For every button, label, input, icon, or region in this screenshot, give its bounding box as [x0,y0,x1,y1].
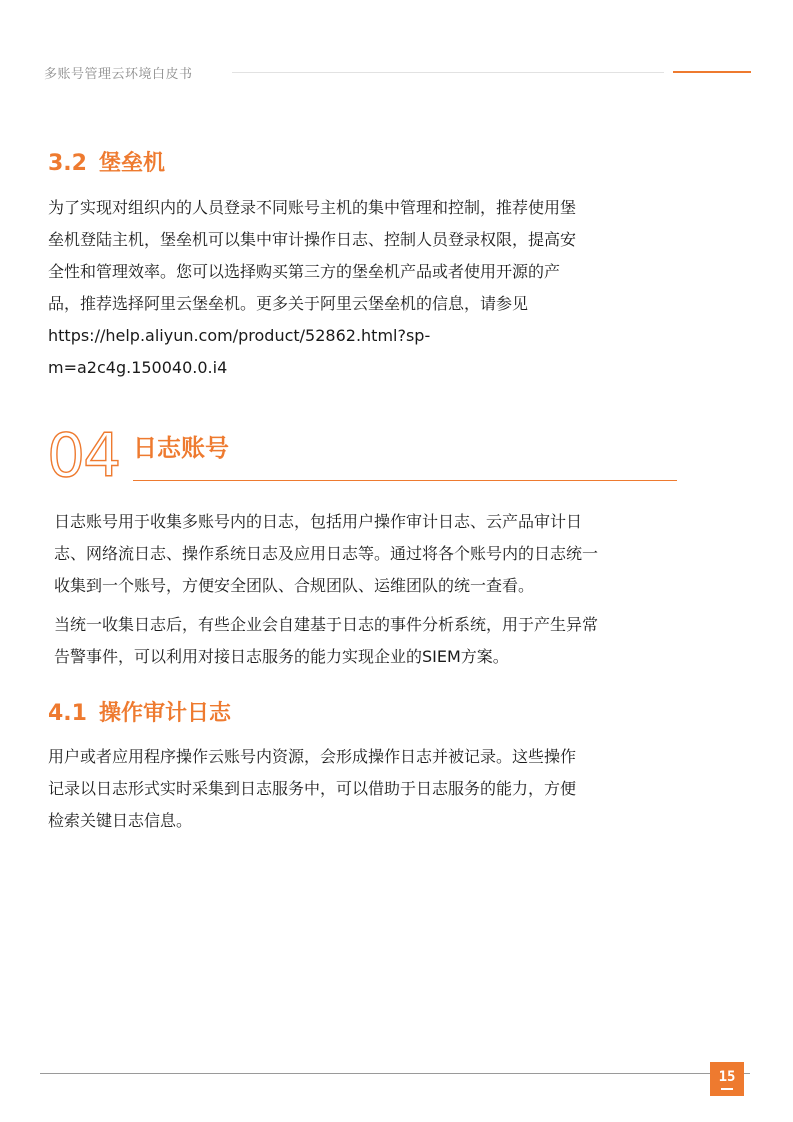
section-number: 3.2 [48,151,87,176]
chapter-number: 04 [47,421,120,491]
url-line: https://help.aliyun.com/product/52862.html?sp- [48,326,431,345]
paragraph-line: 当统一收集日志后，有些企业会自建基于日志的事件分析系统，用于产生异常 [54,615,599,634]
url-line: m=a2c4g.150040.0.i4 [48,358,228,377]
paragraph-line: 品，推荐选择阿里云堡垒机。更多关于阿里云堡垒机的信息，请参见 [48,294,529,313]
footer-divider [40,1073,750,1074]
paragraph-line: 为了实现对组织内的人员登录不同账号主机的集中管理和控制，推荐使用堡 [48,198,577,217]
paragraph-line: 垒机登陆主机，堡垒机可以集中审计操作日志、控制人员登录权限，提高安 [48,230,577,249]
header-divider [232,72,664,73]
paragraph-line: 全性和管理效率。您可以选择购买第三方的堡垒机产品或者使用开源的产 [48,262,561,281]
paragraph-line: 收集到一个账号，方便安全团队、合规团队、运维团队的统一查看。 [54,576,535,595]
page-number-badge: 15 [710,1062,744,1096]
paragraph-line: 告警事件，可以利用对接日志服务的能力实现企业的SIEM方案。 [54,647,509,666]
section-3-2-paragraph [48,192,576,384]
header-accent-divider [673,71,751,73]
paragraph-line: 日志账号用于收集多账号内的日志，包括用户操作审计日志、云产品审计日 [54,512,583,531]
section-title: 堡垒机 [98,151,165,176]
document-title: 多账号管理云环境白皮书 [44,67,193,82]
section-heading-4-1 [48,700,231,728]
section-number: 4.1 [48,701,87,726]
chapter-divider [133,480,677,481]
section-4-1-paragraph [48,741,576,837]
chapter-4-paragraph-1 [54,506,598,602]
paragraph-line: 检索关键日志信息。 [48,811,193,830]
paragraph-line: 志、网络流日志、操作系统日志及应用日志等。通过将各个账号内的日志统一 [54,544,599,563]
chapter-title: 日志账号 [133,434,229,462]
chapter-4-paragraph-2 [54,609,598,673]
section-heading-3-2 [48,150,165,178]
section-title: 操作审计日志 [98,701,231,726]
paragraph-line: 记录以日志形式实时采集到日志服务中，可以借助于日志服务的能力，方便 [48,779,577,798]
paragraph-line: 用户或者应用程序操作云账号内资源，会形成操作日志并被记录。这些操作 [48,747,577,766]
